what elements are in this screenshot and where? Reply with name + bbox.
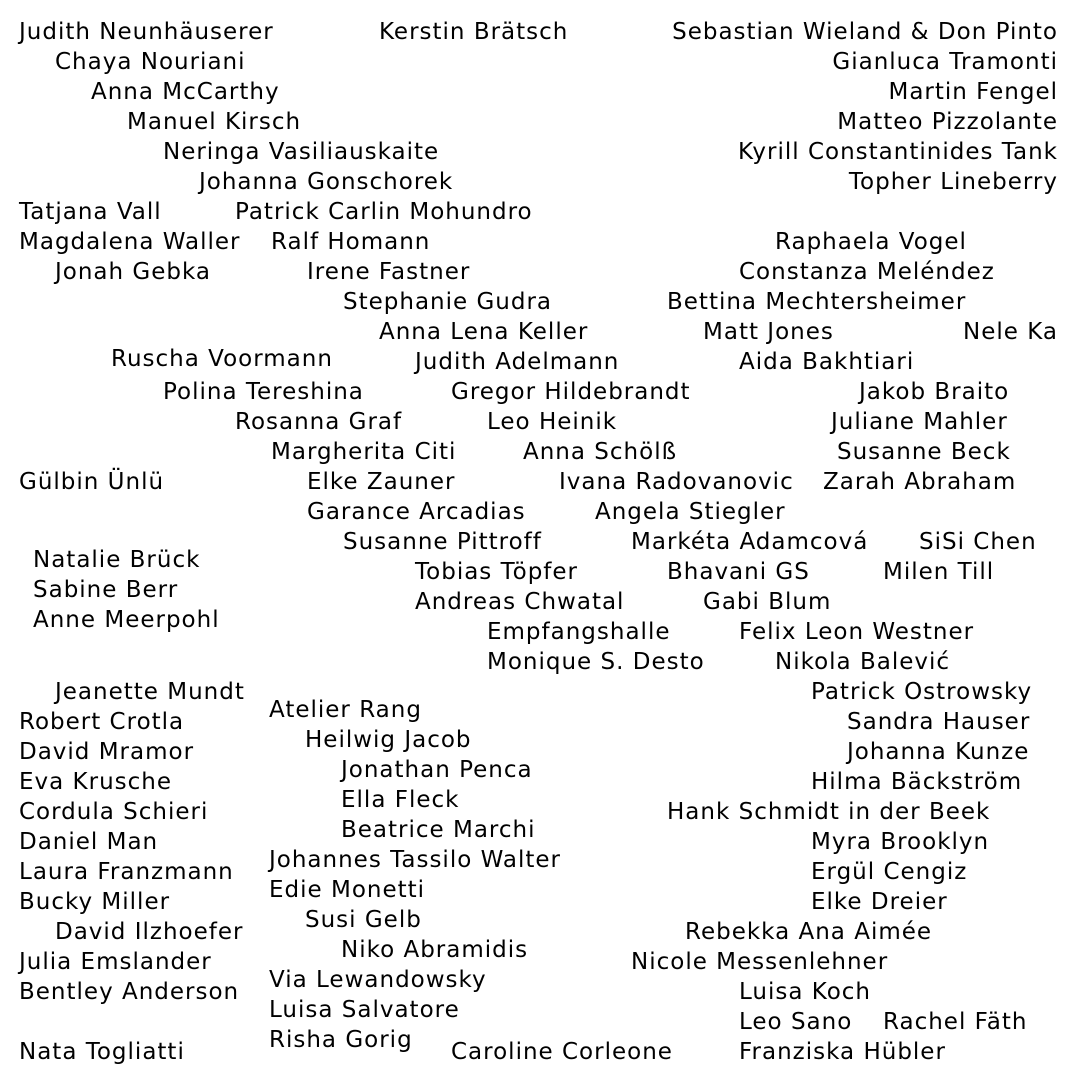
name-item: Jonathan Penca: [341, 757, 533, 783]
name-item: Daniel Man: [19, 829, 159, 855]
name-item: Margherita Citi: [271, 439, 457, 465]
name-item: Luisa Salvatore: [269, 997, 460, 1023]
name-item: Polina Tereshina: [163, 379, 364, 405]
name-item: David Mramor: [19, 739, 195, 765]
name-item: SiSi Chen: [919, 529, 1037, 555]
name-item: Hank Schmidt in der Beek: [667, 799, 991, 825]
name-item: Eva Krusche: [19, 769, 173, 795]
name-item: Anna Lena Keller: [379, 319, 589, 345]
name-item: Topher Lineberry: [848, 169, 1058, 195]
name-item: Ella Fleck: [341, 787, 460, 813]
name-item: Matteo Pizzolante: [837, 109, 1058, 135]
name-item: Judith Neunhäuserer: [19, 19, 274, 45]
name-item: Johanna Kunze: [847, 739, 1030, 765]
name-item: Bettina Mechtersheimer: [667, 289, 967, 315]
name-item: David Ilzhoefer: [55, 919, 244, 945]
name-item: Nele Ka: [963, 319, 1058, 345]
name-item: Bentley Anderson: [19, 979, 240, 1005]
name-item: Hilma Bäckström: [811, 769, 1023, 795]
name-item: Gülbin Ünlü: [19, 469, 165, 495]
name-item: Aida Bakhtiari: [739, 349, 915, 375]
name-item: Raphaela Vogel: [775, 229, 967, 255]
name-item: Laura Franzmann: [19, 859, 234, 885]
name-item: Julia Emslander: [19, 949, 212, 975]
name-item: Milen Till: [883, 559, 995, 585]
name-item: Bhavani GS: [667, 559, 810, 585]
name-item: Johannes Tassilo Walter: [269, 847, 561, 873]
name-item: Kerstin Brätsch: [379, 19, 569, 45]
name-item: Susi Gelb: [305, 907, 422, 933]
name-item: Leo Heinik: [487, 409, 618, 435]
name-item: Constanza Meléndez: [739, 259, 995, 285]
name-item: Matt Jones: [703, 319, 834, 345]
name-item: Anne Meerpohl: [33, 607, 220, 633]
name-item: Markéta Adamcová: [631, 529, 869, 555]
name-item: Atelier Rang: [269, 697, 422, 723]
name-item: Jakob Braito: [859, 379, 1010, 405]
name-item: Empfangshalle: [487, 619, 671, 645]
name-item: Jeanette Mundt: [55, 679, 245, 705]
name-item: Sandra Hauser: [847, 709, 1031, 735]
name-item: Garance Arcadias: [307, 499, 526, 525]
name-item: Rachel Fäth: [883, 1009, 1028, 1035]
name-item: Bucky Miller: [19, 889, 171, 915]
name-item: Franziska Hübler: [739, 1039, 946, 1065]
name-item: Risha Gorig: [269, 1027, 413, 1053]
name-item: Ivana Radovanovic: [559, 469, 794, 495]
name-item: Nikola Balević: [775, 649, 951, 675]
name-item: Patrick Carlin Mohundro: [235, 199, 533, 225]
name-item: Juliane Mahler: [831, 409, 1008, 435]
name-item: Susanne Pittroff: [343, 529, 542, 555]
name-item: Martin Fengel: [888, 79, 1058, 105]
name-item: Ralf Homann: [271, 229, 431, 255]
name-item: Luisa Koch: [739, 979, 871, 1005]
name-item: Ruscha Voormann: [111, 346, 333, 372]
name-item: Jonah Gebka: [55, 259, 211, 285]
name-item: Leo Sano: [739, 1009, 853, 1035]
name-item: Nata Togliatti: [19, 1039, 185, 1065]
name-item: Manuel Kirsch: [127, 109, 302, 135]
name-item: Gianluca Tramonti: [832, 49, 1058, 75]
name-item: Johanna Gonschorek: [199, 169, 454, 195]
name-item: Cordula Schieri: [19, 799, 209, 825]
name-item: Angela Stiegler: [595, 499, 786, 525]
name-item: Robert Crotla: [19, 709, 185, 735]
name-item: Tobias Töpfer: [415, 559, 579, 585]
name-item: Andreas Chwatal: [415, 589, 625, 615]
name-item: Edie Monetti: [269, 877, 426, 903]
name-item: Monique S. Desto: [487, 649, 705, 675]
name-item: Beatrice Marchi: [341, 817, 536, 843]
name-item: Kyrill Constantinides Tank: [738, 139, 1058, 165]
name-item: Myra Brooklyn: [811, 829, 990, 855]
name-item: Niko Abramidis: [341, 937, 529, 963]
name-item: Rebekka Ana Aimée: [685, 919, 933, 945]
name-item: Zarah Abraham: [823, 469, 1017, 495]
name-item: Gabi Blum: [703, 589, 832, 615]
name-item: Gregor Hildebrandt: [451, 379, 691, 405]
name-item: Elke Zauner: [307, 469, 456, 495]
name-item: Sabine Berr: [33, 577, 179, 603]
name-item: Judith Adelmann: [415, 349, 620, 375]
name-item: Felix Leon Westner: [739, 619, 975, 645]
name-item: Susanne Beck: [837, 439, 1011, 465]
name-item: Rosanna Graf: [235, 409, 403, 435]
name-item: Ergül Cengiz: [811, 859, 968, 885]
name-item: Anna Schölß: [523, 439, 678, 465]
name-item: Tatjana Vall: [19, 199, 162, 225]
name-item: Magdalena Waller: [19, 229, 241, 255]
name-item: Sebastian Wieland & Don Pinto: [672, 19, 1058, 45]
name-item: Heilwig Jacob: [305, 727, 472, 753]
name-item: Caroline Corleone: [451, 1039, 673, 1065]
name-item: Natalie Brück: [33, 547, 201, 573]
name-item: Anna McCarthy: [91, 79, 280, 105]
name-item: Patrick Ostrowsky: [811, 679, 1033, 705]
name-item: Irene Fastner: [307, 259, 471, 285]
name-item: Neringa Vasiliauskaite: [163, 139, 440, 165]
name-item: Elke Dreier: [811, 889, 948, 915]
name-item: Chaya Nouriani: [55, 49, 246, 75]
name-item: Nicole Messenlehner: [631, 949, 889, 975]
name-item: Stephanie Gudra: [343, 289, 553, 315]
name-item: Via Lewandowsky: [269, 967, 487, 993]
